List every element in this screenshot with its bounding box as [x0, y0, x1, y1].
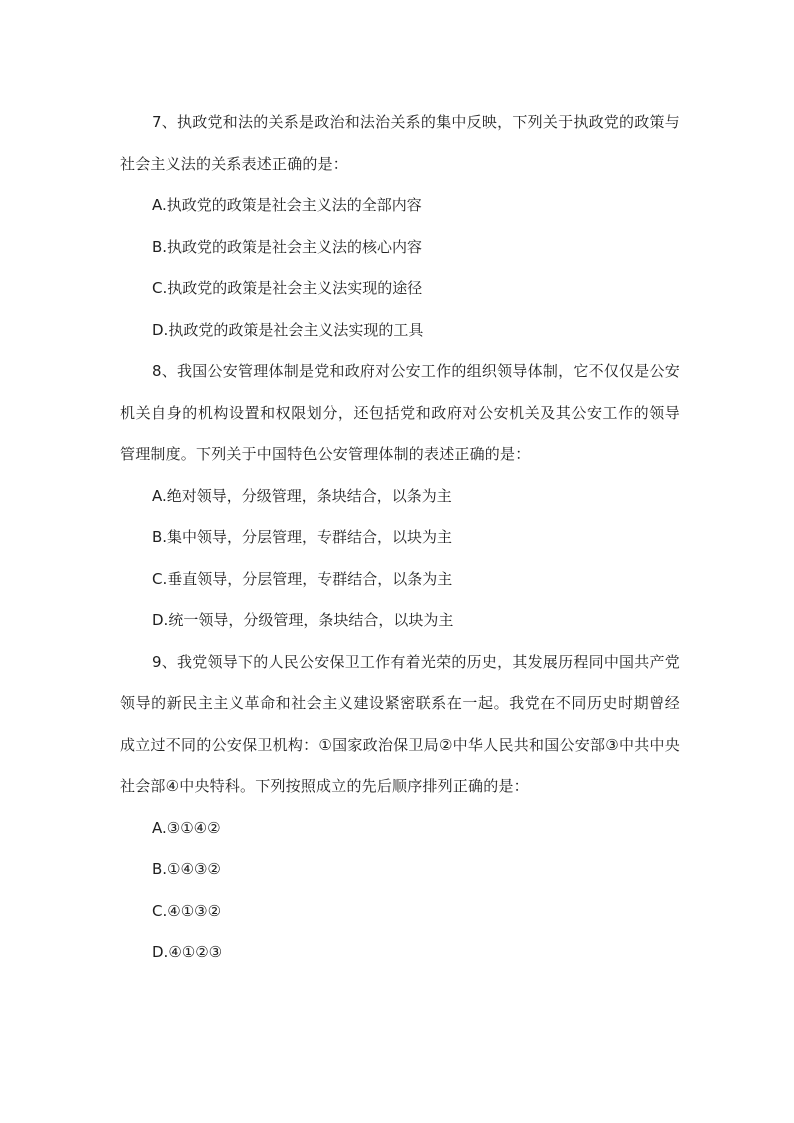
- question-stem: 8、我国公安管理体制是党和政府对公安工作的组织领导体制，它不仅仅是公安机关自身的机构设置和权限划分，还包括党和政府对公安机关及其公安工作的领导管理制度。下列关于中国特色公安管理体制的表述正确的是：: [120, 362, 680, 463]
- question-stem: 9、我党领导下的人民公安保卫工作有着光荣的历史，其发展历程同中国共产党领导的新民主主义革命和社会主义建设紧密联系在一起。我党在不同历史时期曾经成立过不同的公安保卫机构：①国家政治保卫局②中华人民共和国公安部③中共中央社会部④中央特科。下列按照成立的先后顺序排列正确的是：: [120, 652, 680, 795]
- option-a: A.③①④②: [152, 818, 221, 837]
- question-7: [120, 102, 680, 351]
- option-d: D.④①②③: [152, 943, 223, 961]
- option-b: B.①④③②: [152, 860, 221, 878]
- question-8: [120, 351, 680, 642]
- option-a: A.绝对领导，分级管理，条块结合，以条为主: [152, 486, 452, 505]
- option-c: C.垂直领导，分层管理，专群结合，以条为主: [152, 569, 453, 588]
- option-c: C.④①③②: [152, 901, 222, 920]
- question-stem: 7、执政党和法的关系是政治和法治关系的集中反映，下列关于执政党的政策与社会主义法的关系表述正确的是：: [120, 113, 680, 173]
- option-d: D.执政党的政策是社会主义法实现的工具: [152, 320, 424, 339]
- question-list: [120, 102, 680, 974]
- option-a: A.执政党的政策是社会主义法的全部内容: [152, 196, 422, 214]
- option-b: B.执政党的政策是社会主义法的核心内容: [152, 237, 423, 256]
- option-c: C.执政党的政策是社会主义法实现的途径: [152, 279, 423, 297]
- option-d: D.统一领导，分级管理，条块结合，以块为主: [152, 611, 454, 629]
- question-9: [120, 642, 680, 974]
- option-b: B.集中领导，分层管理，专群结合，以块为主: [152, 528, 453, 546]
